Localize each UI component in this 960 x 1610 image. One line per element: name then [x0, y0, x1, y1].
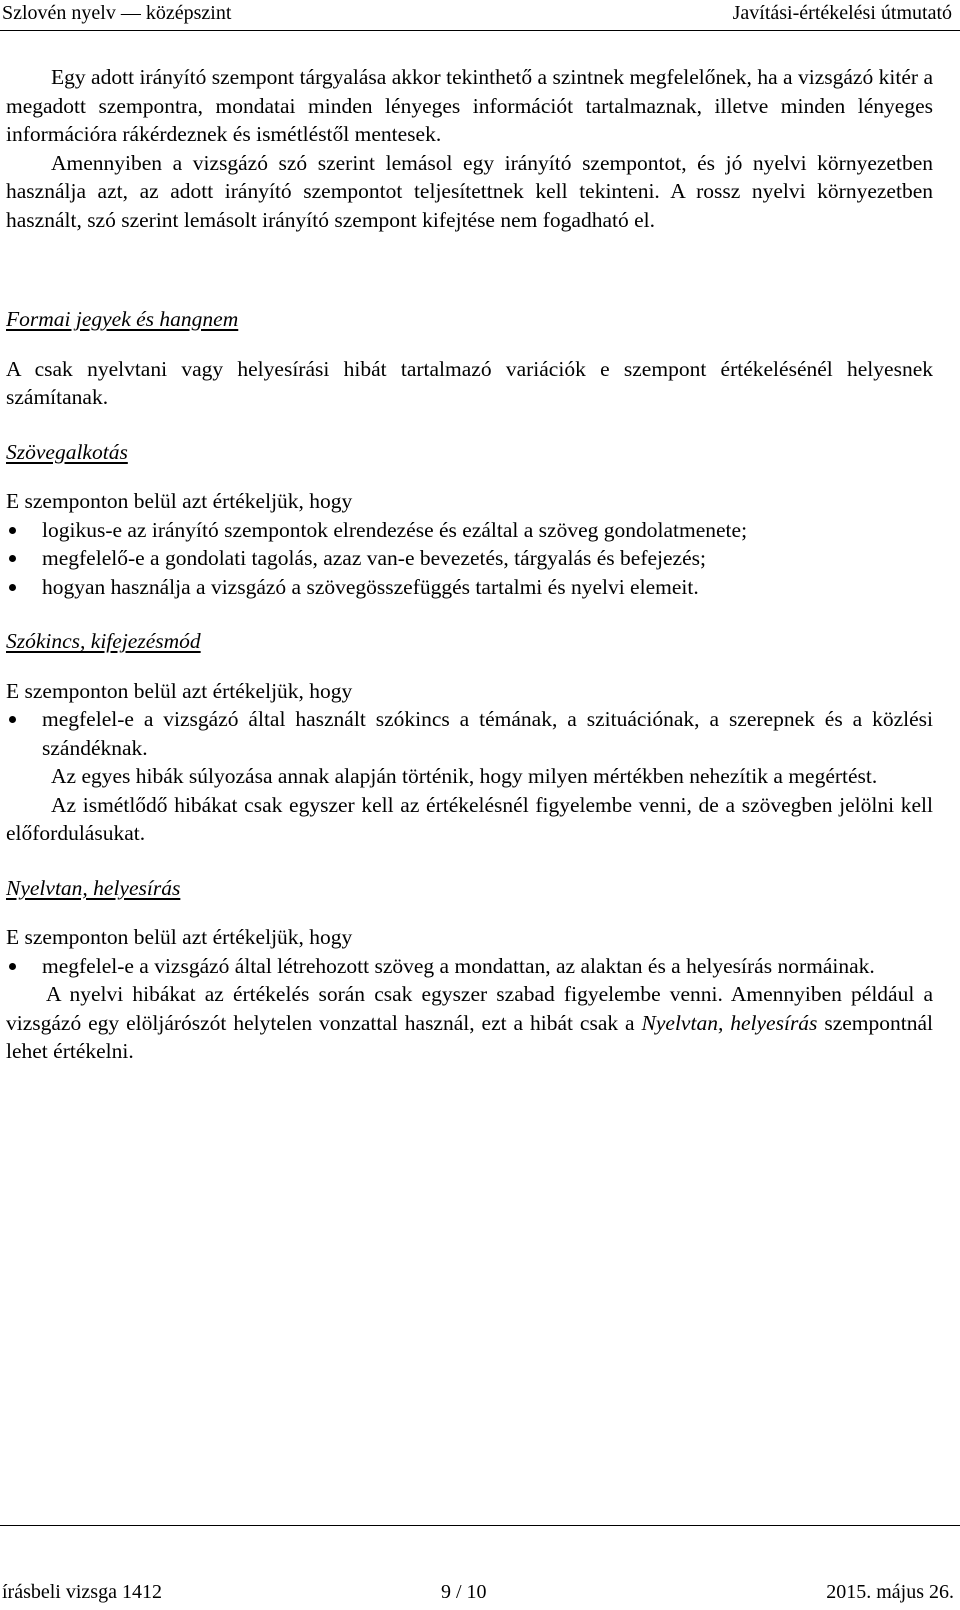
section-heading-formai: Formai jegyek és hangnem [6, 307, 239, 331]
section-heading-nyelvtan: Nyelvtan, helyesírás [6, 875, 181, 900]
header-doc-title: Javítási-értékelési útmutató [732, 2, 952, 24]
bullet-icon [9, 555, 16, 562]
szokincs-list [6, 705, 933, 762]
header-subject: Szlovén nyelv — középszint [2, 2, 232, 24]
intro-paragraph-1: Egy adott irányító szempont tárgyalása akkor tekinthető a szintnek megfelelőnek, ha a vizsgázó kitér a megadott szempontra, mondatai minden lényeges információt tartalmaznak, illetve minden lényeges információra rákérdeznek és ismétléstől mentesek. [6, 65, 933, 146]
szovegalkotas-list [6, 516, 933, 602]
list-item [6, 705, 933, 762]
nyelvtan-paragraph-start: A nyelvi hibákat az értékelés során csak egyszer szabad figyelembe venni. Amennyiben például a vizsgázó egy elöljárószót helytelen vonzattal használ, ezt a hibát csak a [6, 982, 933, 1035]
szokincs-paragraph-2: Az ismétlődő hibákat csak egyszer kell az értékelésnél figyelembe venni, de a szövegben jelölni kell előfordulásukat. [6, 792, 933, 845]
nyelvtan-list [6, 952, 933, 981]
page-footer [0, 1525, 960, 1610]
footer-page-number: 9 / 10 [441, 1581, 487, 1603]
list-item-text: megfelelő-e a gondolati tagolás, azaz van-e bevezetés, tárgyalás és befejezés; [42, 546, 706, 570]
list-item-text: hogyan használja a vizsgázó a szövegösszefüggés tartalmi és nyelvi elemeit. [42, 574, 699, 599]
nyelvtan-intro: E szemponton belül azt értékeljük, hogy [6, 925, 353, 949]
bullet-icon [9, 584, 16, 591]
footer-date: 2015. május 26. [826, 1581, 954, 1603]
formai-text: A csak nyelvtani vagy helyesírási hibát tartalmazó variációk e szempont értékelésénél helyesnek számítanak. [6, 356, 933, 409]
nyelvtan-paragraph-italic: Nyelvtan, helyesírás [641, 1010, 818, 1035]
section-heading-szovegalkotas: Szövegalkotás [6, 439, 128, 464]
list-item-text: megfelel-e a vizsgázó által használt szókincs a témának, a szituációnak, a szerepnek és a közlési szándéknak. [42, 707, 933, 760]
szovegalkotas-intro: E szemponton belül azt értékeljük, hogy [6, 489, 353, 513]
list-item [6, 516, 933, 545]
bullet-icon [9, 716, 16, 723]
list-item [6, 573, 933, 602]
szokincs-paragraph-1: Az egyes hibák súlyozása annak alapján történik, hogy milyen mértékben nehezítik a megértést. [51, 764, 878, 788]
list-item [6, 952, 933, 981]
intro-paragraph-2: Amennyiben a vizsgázó szó szerint lemásol egy irányító szempontot, és jó nyelvi környezetben használja azt, az adott irányító szempontot teljesítettnek kell tekinteni. A rossz nyelvi környezetben használt, szó szerint lemásolt irányító szempont kifejtése nem fogadható el. [6, 150, 933, 232]
bullet-icon [9, 963, 16, 970]
page-header [0, 0, 960, 31]
nyelvtan-paragraph [6, 980, 933, 1066]
list-item [6, 544, 933, 573]
szokincs-intro: E szemponton belül azt értékeljük, hogy [6, 678, 353, 703]
list-item-text: megfelel-e a vizsgázó által létrehozott szöveg a mondattan, az alaktan és a helyesírás normáinak. [42, 953, 875, 978]
bullet-icon [9, 527, 16, 534]
footer-exam-id: írásbeli vizsga 1412 [2, 1581, 162, 1603]
list-item-text: logikus-e az irányító szempontok elrendezése és ezáltal a szöveg gondolatmenete; [42, 517, 748, 542]
section-heading-szokincs: Szókincs, kifejezésmód [6, 629, 201, 653]
page-content [6, 63, 933, 1066]
nyelvtan-paragraph-end: szempontnál lehet értékelni. [6, 1010, 934, 1063]
